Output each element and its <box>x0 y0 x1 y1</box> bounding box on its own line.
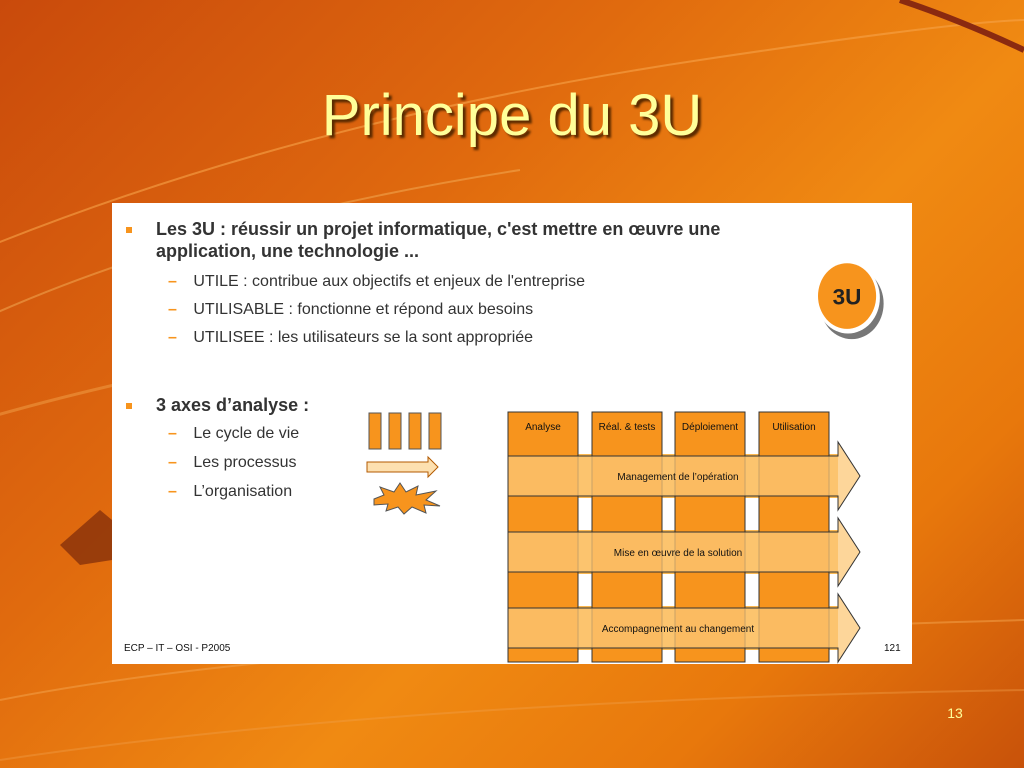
bullet-3u-line2: application, une technologie ... <box>156 241 420 261</box>
bullet-marker <box>126 403 132 409</box>
lifecycle-bars-icon <box>367 411 447 451</box>
phase-analyse: Analyse <box>525 422 561 433</box>
sub-item-utilisee: – UTILISEE : les utilisateurs se la sont appropriée <box>168 329 534 346</box>
dash-marker: – <box>168 454 177 471</box>
bullet-axes: 3 axes d’analyse : <box>156 395 310 415</box>
embedded-slide <box>112 203 912 664</box>
slide-title: Principe du 3U <box>321 83 703 148</box>
row-label-management: Management de l’opération <box>617 472 739 483</box>
process-diagram <box>504 408 864 664</box>
footer-left: ECP – IT – OSI - P2005 <box>124 643 231 654</box>
3u-badge <box>810 251 886 341</box>
page-number: 13 <box>947 705 963 721</box>
organisation-burst-icon <box>370 481 442 515</box>
dash-marker: – <box>168 301 177 318</box>
dash-marker: – <box>168 483 177 500</box>
bullet-3u <box>156 218 876 262</box>
bullet-marker <box>126 227 132 233</box>
sub-item-cycle: – Le cycle de vie <box>168 425 300 442</box>
dash-marker: – <box>168 273 177 290</box>
sub-item-organisation: – L’organisation <box>168 483 293 500</box>
sub-item-utile: – UTILE : contribue aux objectifs et enjeux de l'entreprise <box>168 273 586 290</box>
badge-label: 3U <box>832 284 862 310</box>
row-label-accompagnement: Accompagnement au changement <box>601 624 755 635</box>
dash-marker: – <box>168 425 177 442</box>
phase-deploiement: Déploiement <box>681 422 739 433</box>
row-label-mise-en-oeuvre: Mise en œuvre de la solution <box>613 548 743 559</box>
phase-real-tests: Réal. & tests <box>598 422 656 433</box>
footer-right: 121 <box>884 643 901 654</box>
dash-marker: – <box>168 329 177 346</box>
process-arrow-icon <box>365 455 440 479</box>
sub-item-processus: – Les processus <box>168 454 297 471</box>
bullet-3u-line1: Les 3U : réussir un projet informatique, c'est mettre en œuvre une <box>156 219 721 239</box>
sub-item-utilisable: – UTILISABLE : fonctionne et répond aux besoins <box>168 301 534 318</box>
phase-utilisation: Utilisation <box>772 422 816 433</box>
